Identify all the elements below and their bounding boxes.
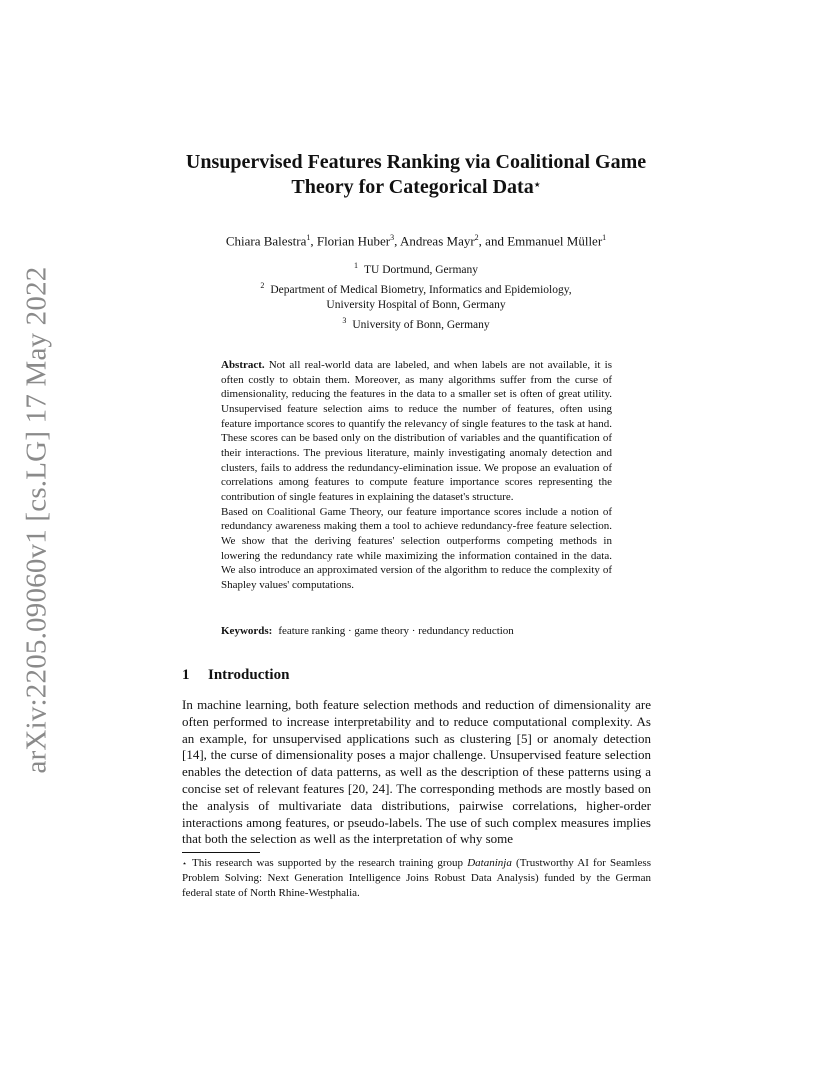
keywords (221, 624, 612, 638)
author-name: Florian Huber (316, 233, 391, 249)
author-name: Chiara Balestra (225, 233, 307, 249)
affiliation-continued: University Hospital of Bonn, Germany (326, 298, 506, 311)
author-separator: , (310, 233, 317, 249)
author-affiliation-mark: 2 (474, 233, 479, 242)
affiliation-text: University of Bonn, Germany (352, 318, 490, 331)
section-body: In machine learning, both feature selection methods and reduction of dimensionality are often performed to increase interpretability and to reduce computational complexity. As an example, for unsupervised applications such as clustering [5] or anomaly detection [14], the curse of dimensionality poses a major challenge. Unsupervised feature selection enables the detection of data patterns, as well as the description of these patterns using a concise set of relevant features [20, 24]. The corresponding methods are mostly based on the analysis of multivariate data distributions, pairwise correlations, higher-order interactions among features, or pseudo-labels. The use of such complex measures implies that both the selection as well as the interpretation of why some (182, 697, 651, 847)
affiliation-mark: 2 (260, 280, 265, 290)
title-line-1: Unsupervised Features Ranking via Coalitional Game (185, 151, 647, 173)
abstract (221, 358, 612, 593)
abstract-paragraph (221, 358, 612, 505)
author-separator: , and (478, 233, 508, 249)
footnote-text: This research was supported by the research training group (192, 857, 468, 869)
keywords-text: feature ranking · game theory · redundancy reduction (278, 625, 514, 637)
author-list (150, 229, 682, 249)
keywords-label: Keywords: (221, 625, 273, 637)
paper-title (150, 150, 682, 200)
arxiv-sidebar (0, 0, 75, 1072)
title-footnote-mark: ⋆ (533, 179, 541, 191)
footnote-mark: ⋆ (182, 859, 188, 868)
title-line-2 (150, 175, 682, 200)
author-affiliation-mark: 1 (602, 233, 607, 242)
affiliation-list (150, 258, 682, 332)
arxiv-identifier: arXiv:2205.09060v1 [cs.LG] 17 May 2022 (20, 266, 53, 774)
author-name: Emmanuel Müller (507, 233, 603, 249)
affiliation (150, 313, 682, 333)
section-heading (182, 666, 289, 684)
abstract-label: Abstract. (221, 359, 265, 371)
affiliation (150, 278, 682, 298)
affiliation-text: Department of Medical Biometry, Informatics and Epidemiology, (270, 283, 572, 296)
abstract-text: Not all real-world data are labeled, and when labels are not available, it is often costly to obtain them. Moreover, as many algorithms suffer from the curse of dimensionality, reducing the features in the data to a smaller set is often of great utility. Unsupervised feature selection aims to reduce the number of features, often using feature importance scores to quantify the relevancy of single features to the task at hand. These scores can be based only on the distribution of variables and the quantification of their interactions. The previous literature, mainly investigating anomaly detection and clusters, fails to address the redundancy-elimination issue. We propose an evaluation of correlations among features to compute feature importance scores representing the contribution of single features in explaining the dataset's structure. (221, 359, 612, 503)
footnote (182, 856, 651, 901)
title-line-2-text: Theory for Categorical Data (291, 176, 534, 198)
author-separator: , (394, 233, 400, 249)
author-affiliation-mark: 1 (306, 233, 311, 242)
section-title: Introduction (208, 667, 290, 683)
footnote-text-end: (Trustworthy AI for Seamless Problem Solving: Next Generation Intelligence Joins Robust Data Analysis) funded by the German federal state of North Rhine-Westphalia. (182, 857, 651, 899)
footnote-italic: Dataninja (467, 857, 512, 869)
affiliation (150, 258, 682, 278)
affiliation-mark: 1 (353, 261, 358, 270)
affiliation-mark: 3 (342, 315, 347, 325)
author-name: Andreas Mayr (399, 233, 475, 249)
abstract-paragraph: Based on Coalitional Game Theory, our feature importance scores include a notion of redundancy awareness making them a tool to achieve redundancy-free feature selection. We show that the deriving features' selection outperforms competing methods in lowering the redundancy rate while maximizing the information contained in the data. We also introduce an approximated version of the algorithm to reduce the complexity of Shapley values' computations. (221, 505, 612, 591)
footnote-rule (182, 852, 260, 853)
section-number: 1 (182, 667, 190, 683)
author-affiliation-mark: 3 (390, 233, 395, 242)
affiliation-text: TU Dortmund, Germany (363, 263, 479, 276)
